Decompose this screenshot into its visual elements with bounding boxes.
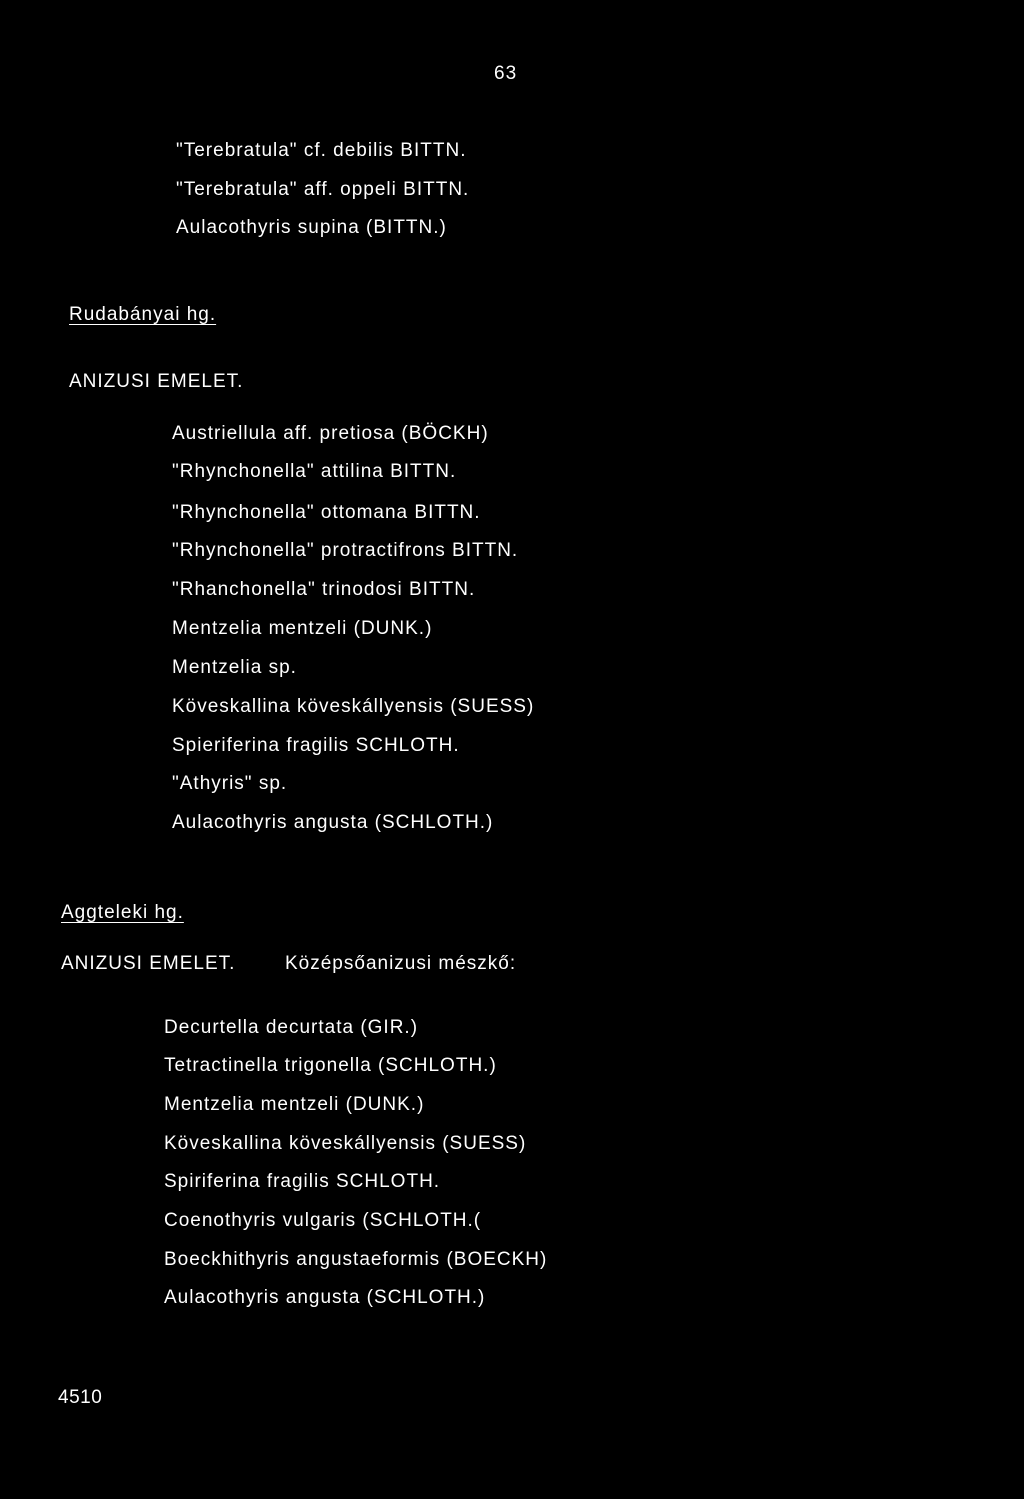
rudabanyai-heading: Rudabányai hg. [69,304,217,325]
top-list-item: "Terebratula" aff. oppeli BITTN. [176,179,470,200]
aggteleki-item: Aulacothyris angusta (SCHLOTH.) [164,1287,486,1308]
top-list-item: "Terebratula" cf. debilis BITTN. [176,140,467,161]
aggteleki-item: Coenothyris vulgaris (SCHLOTH.( [164,1210,482,1231]
rudabanyai-stage: ANIZUSI EMELET. [69,371,244,392]
rudabanyai-item: Mentzelia mentzeli (DUNK.) [172,618,433,639]
rudabanyai-item: Austriellula aff. pretiosa (BÖCKH) [172,423,489,444]
rudabanyai-item: Köveskallina köveskállyensis (SUESS) [172,696,535,717]
aggteleki-item: Decurtella decurtata (GIR.) [164,1017,419,1038]
rudabanyai-item: "Athyris" sp. [172,773,288,794]
aggteleki-substage: Középsőanizusi mészkő: [285,953,517,974]
top-list-item: Aulacothyris supina (BITTN.) [176,217,447,238]
aggteleki-item: Boeckhithyris angustaeformis (BOECKH) [164,1249,548,1270]
rudabanyai-item: "Rhynchonella" ottomana BITTN. [172,502,481,523]
page-number: 63 [494,63,518,84]
aggteleki-heading: Aggteleki hg. [61,902,184,923]
rudabanyai-item: Mentzelia sp. [172,657,297,678]
rudabanyai-item: "Rhynchonella" protractifrons BITTN. [172,540,519,561]
aggteleki-item: Spiriferina fragilis SCHLOTH. [164,1171,441,1192]
aggteleki-item: Köveskallina köveskállyensis (SUESS) [164,1133,527,1154]
aggteleki-stage: ANIZUSI EMELET. [61,953,236,974]
rudabanyai-item: "Rhynchonella" attilina BITTN. [172,461,457,482]
aggteleki-item: Mentzelia mentzeli (DUNK.) [164,1094,425,1115]
rudabanyai-item: "Rhanchonella" trinodosi BITTN. [172,579,476,600]
aggteleki-item: Tetractinella trigonella (SCHLOTH.) [164,1055,497,1076]
rudabanyai-item: Aulacothyris angusta (SCHLOTH.) [172,812,494,833]
rudabanyai-item: Spieriferina fragilis SCHLOTH. [172,735,460,756]
footer-code: 4510 [58,1387,103,1408]
